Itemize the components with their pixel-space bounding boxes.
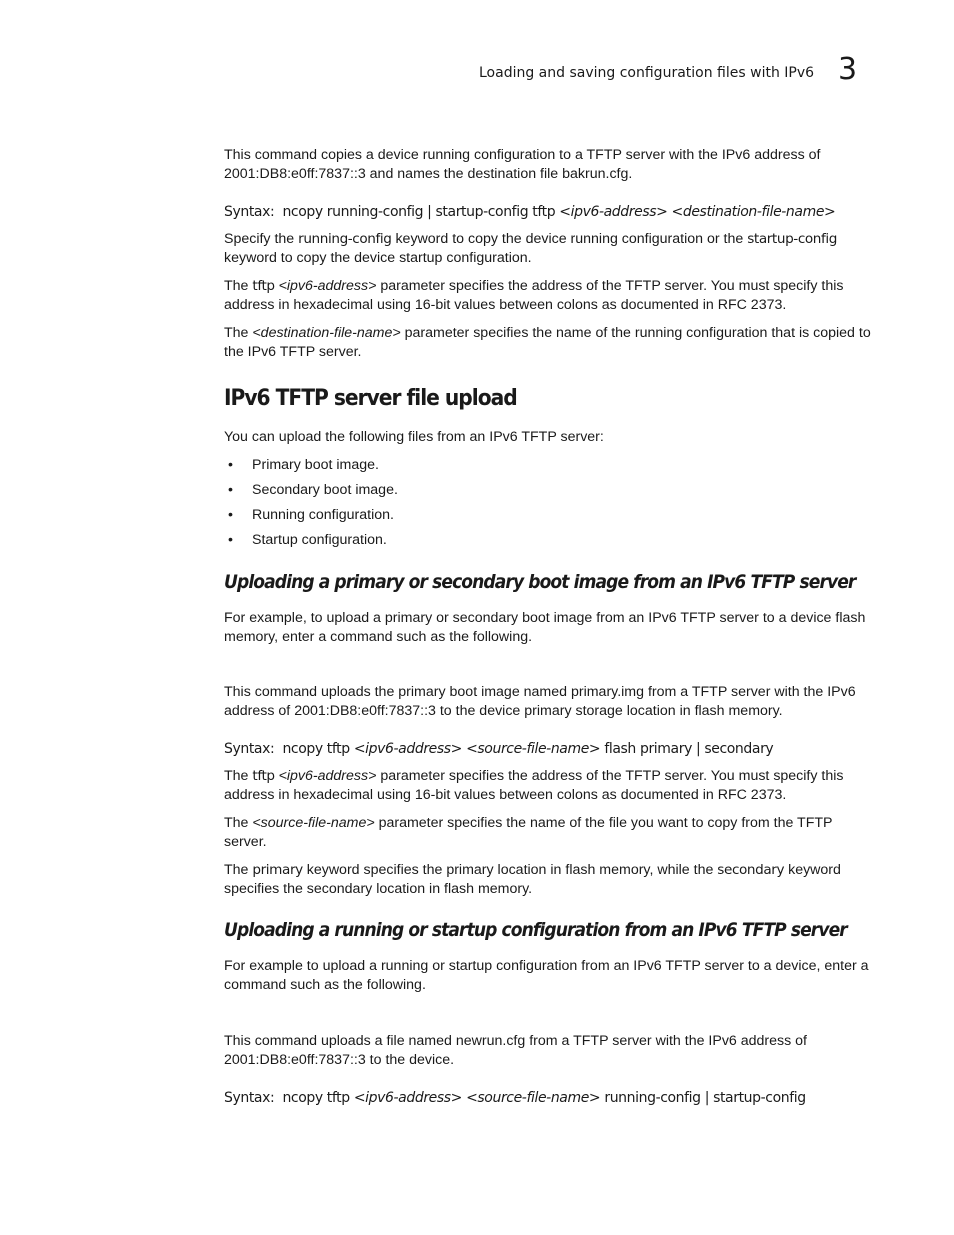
syntax-command: ncopy running-config | startup-config tftp <box>282 204 556 220</box>
keyword-primary: primary <box>252 862 303 878</box>
paragraph-tftp-parameter-2: The tftp <ipv6-address> parameter specifies the address of the TFTP server. You must specify this address in hexadecimal using 16-bit values between colons as documented in RFC 2373. <box>224 768 844 803</box>
paragraph-boot-image-description: This command uploads the primary boot image named primary.img from a TFTP server with the IPv6 address of 2001:DB8:e0ff:7837::3 to the device primary storage location in flash memory. <box>224 684 856 719</box>
paragraph-upload-intro: You can upload the following files from an IPv6 TFTP server: <box>224 429 604 445</box>
keyword-startup-config: startup-config <box>747 231 838 247</box>
syntax-arg-ipv6-address: <ipv6-address> <box>559 204 668 220</box>
keyword-running-config: running-config <box>298 231 392 247</box>
syntax-label: Syntax: <box>224 204 275 220</box>
keyword-tftp: tftp <box>252 278 275 294</box>
syntax-arg-ipv6-address: <ipv6-address> <box>353 741 463 757</box>
paragraph-tftp-parameter: The tftp <ipv6-address> parameter specifies the address of the TFTP server. You must specify this address in hexadecimal using 16-bit values between colons as documented in RFC 2373. <box>224 278 844 313</box>
keyword-tftp: tftp <box>252 768 275 784</box>
syntax-command: ncopy tftp <box>282 741 350 757</box>
paragraph-config-example: For example to upload a running or startup configuration from an IPv6 TFTP server to a device, enter a command such as the following. <box>224 958 869 993</box>
syntax-label: Syntax: <box>224 741 275 757</box>
syntax-tail: running-config | startup-config <box>604 1090 806 1106</box>
syntax-command: ncopy tftp <box>282 1090 350 1106</box>
paragraph-copy-description: This command copies a device running configuration to a TFTP server with the IPv6 address of 2001:DB8:e0ff:7837::3 and names the destination file bakrun.cfg. <box>224 147 821 182</box>
paragraph-primary-secondary: The primary keyword specifies the primary location in flash memory, while the secondary keyword specifies the secondary location in flash memory. <box>224 862 841 897</box>
syntax-tail: flash primary | secondary <box>604 741 774 757</box>
syntax-label: Syntax: <box>224 1090 275 1106</box>
syntax-arg-source-file-name: <source-file-name> <box>466 741 601 757</box>
paragraph-boot-image-example: For example, to upload a primary or secondary boot image from an IPv6 TFTP server to a device flash memory, enter a command such as the following. <box>224 610 866 645</box>
syntax-ncopy-running-config <box>224 203 874 221</box>
paragraph-source-file-name: The <source-file-name> parameter specifies the name of the file you want to copy from the TFTP server. <box>224 815 833 850</box>
keyword-secondary: secondary <box>717 862 785 878</box>
chapter-number: 3 <box>838 52 858 87</box>
syntax-ncopy-tftp-config <box>224 1089 874 1107</box>
running-title: Loading and saving configuration files with IPv6 <box>479 65 815 81</box>
paragraph-running-startup-keywords: Specify the running-config keyword to copy the device running configuration or the startup-config keyword to copy the device startup configuration. <box>224 231 838 266</box>
section-heading-ipv6-tftp-upload: IPv6 TFTP server file upload <box>224 386 517 411</box>
syntax-arg-ipv6-address: <ipv6-address> <box>353 1090 463 1106</box>
syntax-arg-destination-file-name: <destination-file-name> <box>671 204 836 220</box>
subheading-upload-configuration: Uploading a running or startup configuration from an IPv6 TFTP server <box>224 919 847 941</box>
subheading-upload-boot-image: Uploading a primary or secondary boot image from an IPv6 TFTP server <box>224 571 856 593</box>
paragraph-config-description: This command uploads a file named newrun.cfg from a TFTP server with the IPv6 address of 2001:DB8:e0ff:7837::3 to the device. <box>224 1033 808 1068</box>
syntax-arg-source-file-name: <source-file-name> <box>466 1090 601 1106</box>
paragraph-destination-file-name: The <destination-file-name> parameter specifies the name of the running configuration that is copied to the IPv6 TFTP server. <box>224 325 871 360</box>
syntax-ncopy-tftp-flash <box>224 740 874 758</box>
